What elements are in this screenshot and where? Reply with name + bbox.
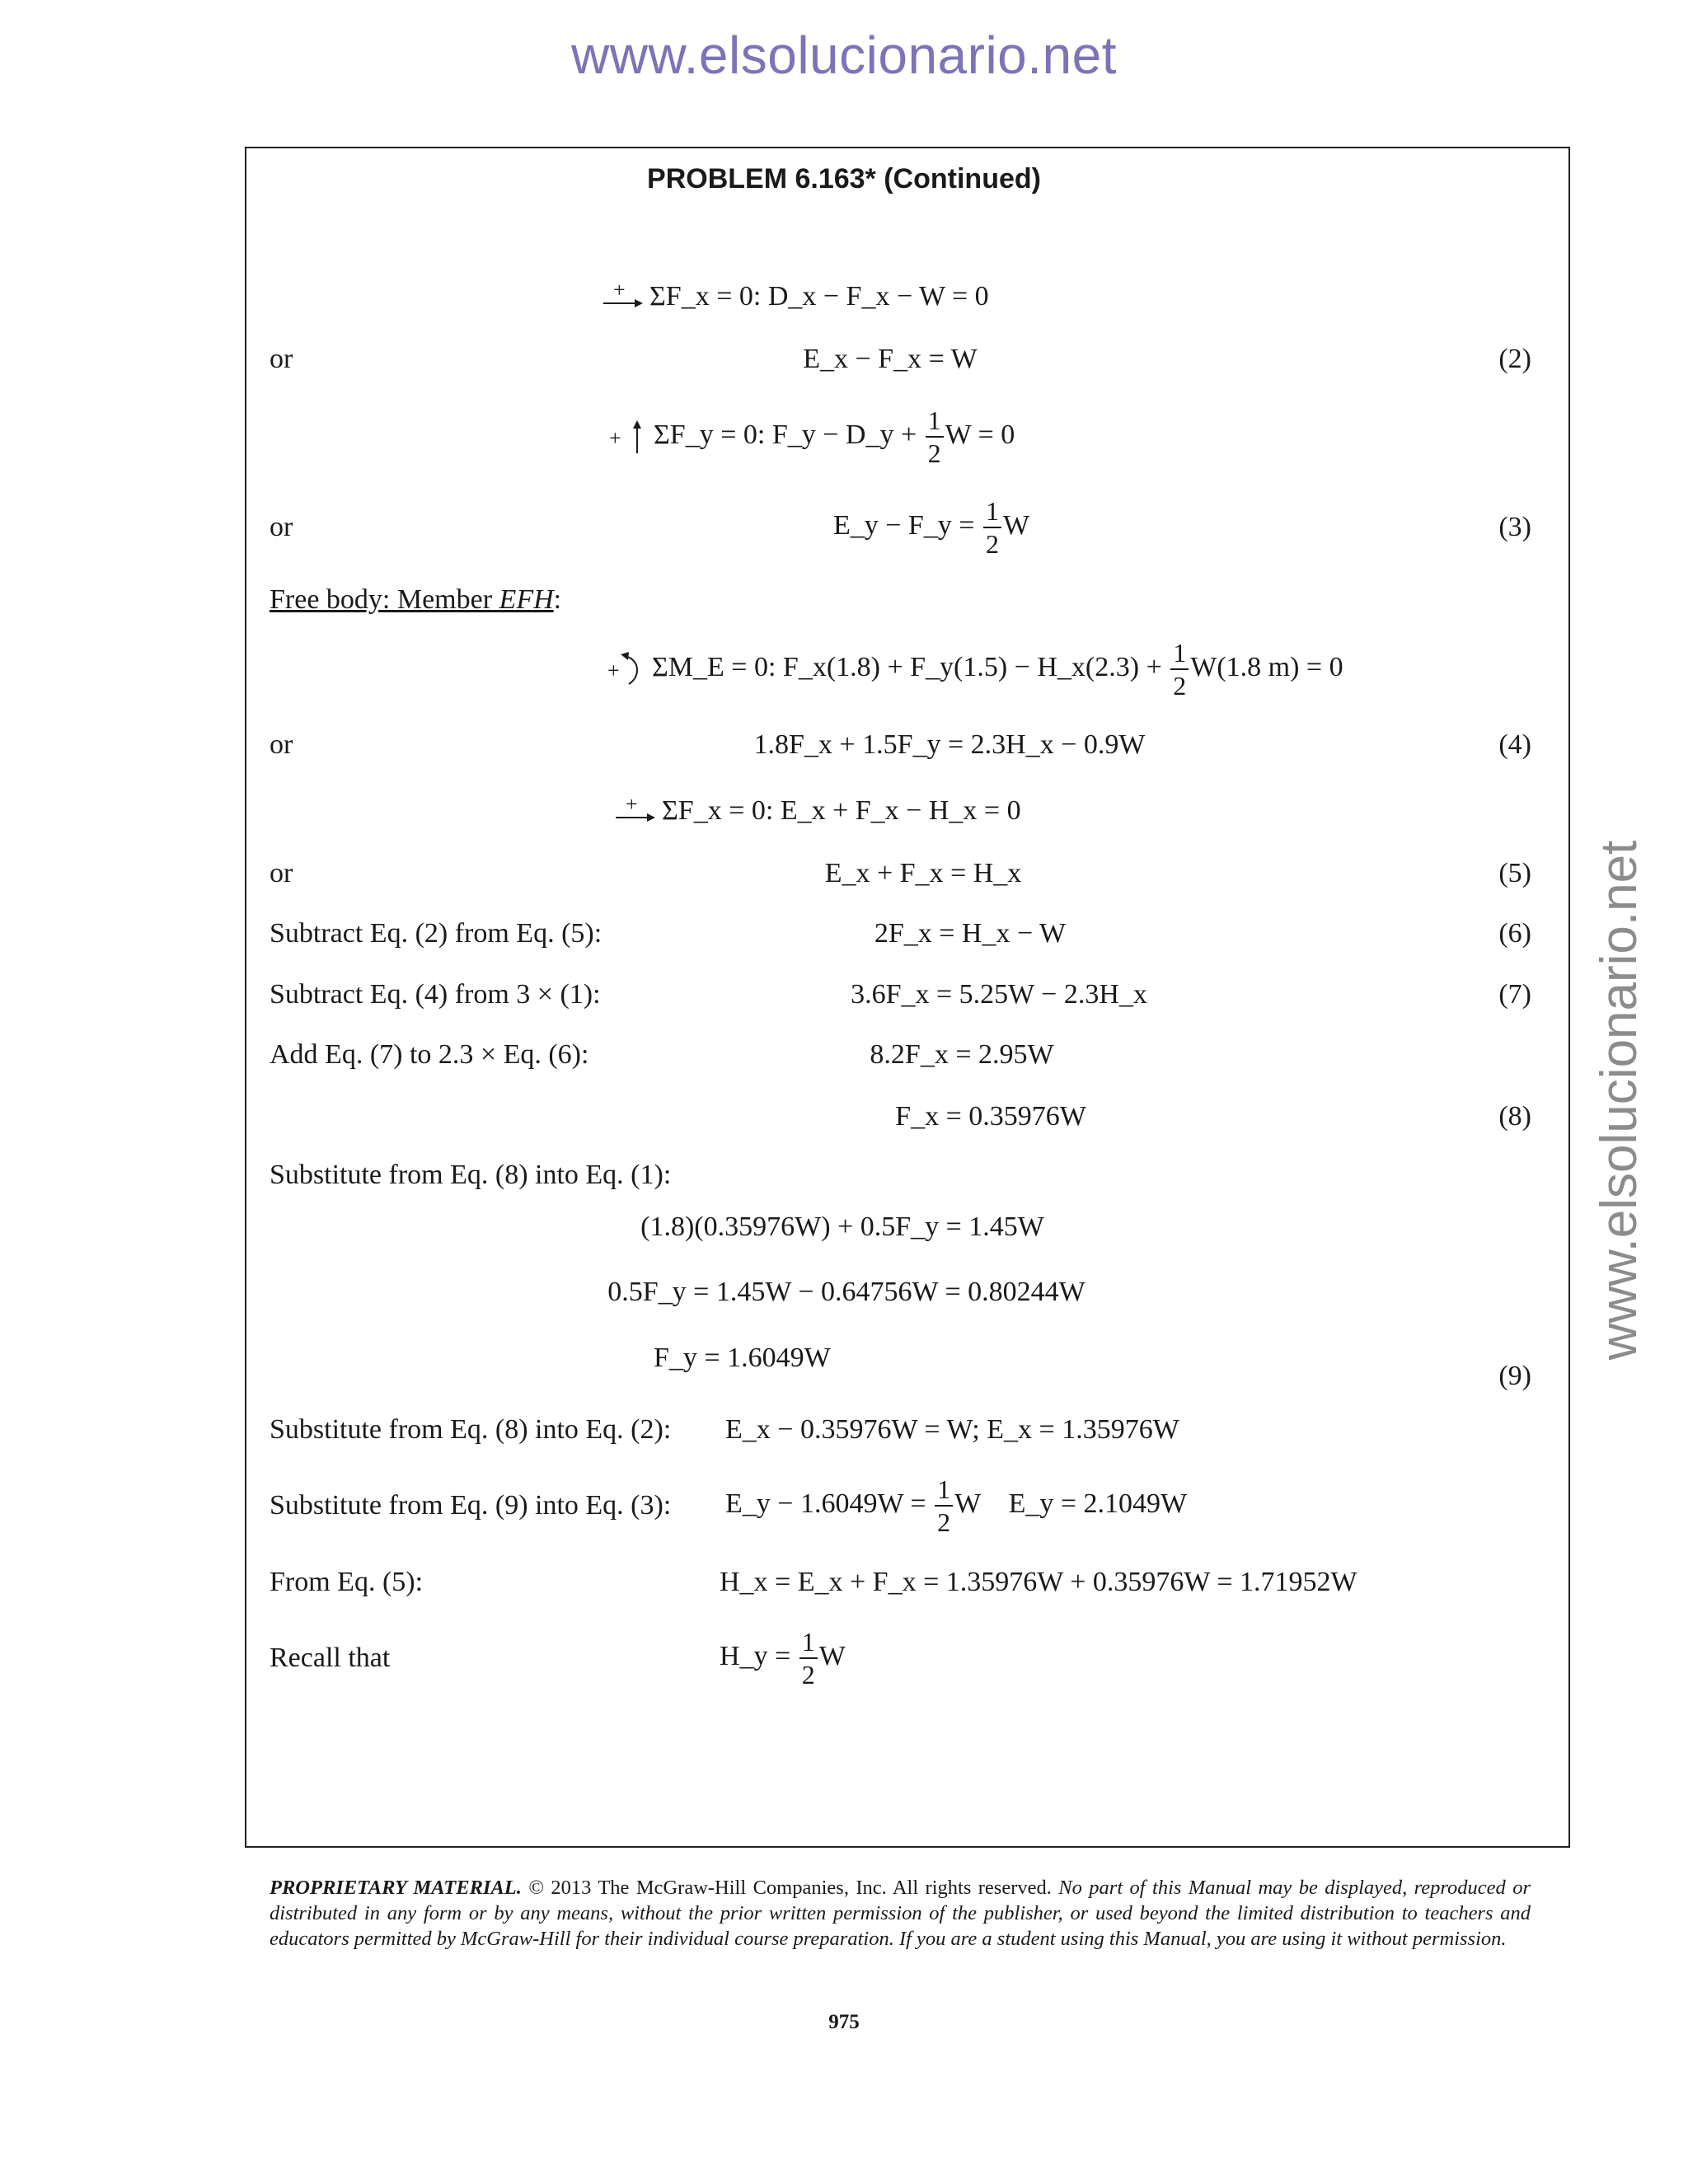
svg-text:+: + [609, 426, 621, 450]
equation: E_x − 0.35976W = W; E_x = 1.35976W [725, 1414, 1179, 1445]
equation: (1.8)(0.35976W) + 0.5F_y = 1.45W [640, 1212, 1044, 1242]
row-label: Recall that [270, 1643, 391, 1673]
equation-number: (3) [1498, 512, 1531, 542]
row-label: Substitute from Eq. (8) into Eq. (2): [270, 1414, 672, 1445]
equation: E_x − F_x = W [803, 344, 978, 374]
equation: 1.8F_x + 1.5F_y = 2.3H_x − 0.9W [753, 729, 1146, 760]
fraction: $\frac{1}{2}$ [1170, 640, 1189, 699]
equation: 0.5F_y = 1.45W − 0.64756W = 0.80244W [607, 1277, 1085, 1307]
moment-arrow-icon [606, 651, 649, 687]
row-label: or [270, 344, 293, 374]
equation-text: ΣM_E = 0: F_x(1.8) + F_y(1.5) − H_x(2.3) + [652, 651, 1162, 682]
page-number: 975 [828, 2011, 860, 2033]
watermark-top: www.elsolucionario.net [571, 26, 1117, 85]
equation-text: W = 0 [945, 419, 1015, 450]
row-label: Add Eq. (7) to 2.3 × Eq. (6): [270, 1039, 589, 1070]
equation [606, 640, 1343, 699]
row-label: Subtract Eq. (2) from Eq. (5): [270, 918, 603, 949]
fraction: $\frac{1}{2}$ [799, 1629, 818, 1688]
equation-text: ΣF_x = 0: D_x − F_x − W = 0 [649, 281, 989, 312]
equation [606, 407, 1015, 466]
equation-number: (6) [1498, 918, 1531, 949]
equation-number: (5) [1498, 858, 1531, 888]
equation-text: ΣF_x = 0: E_x + F_x − H_x = 0 [662, 795, 1021, 826]
fraction: $\frac{1}{2}$ [983, 498, 1001, 557]
equation: E_y − F_y = $\frac{1}{2}$ W [832, 496, 1030, 559]
row-label: Substitute from Eq. (9) into Eq. (3): [270, 1490, 672, 1521]
copyright-notice: PROPRIETARY MATERIAL. © 2013 The McGraw-Hill Companies, Inc. All rights reserved. No part of this Manual may be displayed, reproduced or distributed in any form or by any means, without the prior written permission of the publisher, or used beyond the limited distribution to teachers and educators permitted by McGraw-Hill for their individual course preparation. If you are a student using this Manual, you are using it without permission. [270, 1877, 1531, 1950]
equation: E_x + F_x = H_x [824, 858, 1022, 888]
row-label: or [270, 512, 293, 542]
equation-text: ΣF_y = 0: F_y − D_y + [654, 419, 917, 450]
equation: 3.6F_x = 5.25W − 2.3H_x [851, 979, 1147, 1010]
row-label: or [270, 858, 293, 888]
row-label: Subtract Eq. (4) from 3 × (1): [270, 979, 601, 1010]
watermark-side: www.elsolucionario.net [1591, 840, 1648, 1361]
up-arrow-icon [606, 419, 650, 455]
equation-number: (2) [1498, 344, 1531, 374]
fraction: $\frac{1}{2}$ [926, 407, 944, 466]
equation [614, 795, 1021, 827]
svg-text:+: + [613, 285, 626, 302]
equation: H_y = $\frac{1}{2}$ W [720, 1627, 846, 1690]
equation: 8.2F_x = 2.95W [870, 1039, 1054, 1070]
equation: E_y − 1.6049W = $\frac{1}{2}$ W E_y = 2.1049W [725, 1474, 1188, 1537]
equation-number: (7) [1498, 979, 1531, 1010]
row-label: Substitute from Eq. (8) into Eq. (1): [270, 1160, 672, 1190]
svg-text:+: + [626, 799, 638, 817]
right-arrow-icon [602, 285, 645, 312]
equation-number: (9) [1498, 1361, 1531, 1391]
equation-text: W(1.8 m) = 0 [1190, 651, 1343, 682]
svg-text:+: + [607, 658, 620, 682]
equation: H_x = E_x + F_x = 1.35976W + 0.35976W = 1.71952W [720, 1567, 1357, 1597]
equation: F_x = 0.35976W [895, 1101, 1086, 1132]
fraction: $\frac{1}{2}$ [935, 1476, 953, 1535]
right-arrow-icon [614, 799, 657, 826]
equation-number: (4) [1498, 729, 1531, 760]
equation: F_y = 1.6049W [654, 1343, 831, 1373]
equation-number: (8) [1498, 1101, 1531, 1132]
equation: 2F_x = H_x − W [874, 918, 1067, 949]
row-label: or [270, 729, 293, 760]
equation [602, 281, 989, 312]
row-label: From Eq. (5): [270, 1567, 424, 1597]
problem-title: PROBLEM 6.163* (Continued) [647, 163, 1041, 194]
